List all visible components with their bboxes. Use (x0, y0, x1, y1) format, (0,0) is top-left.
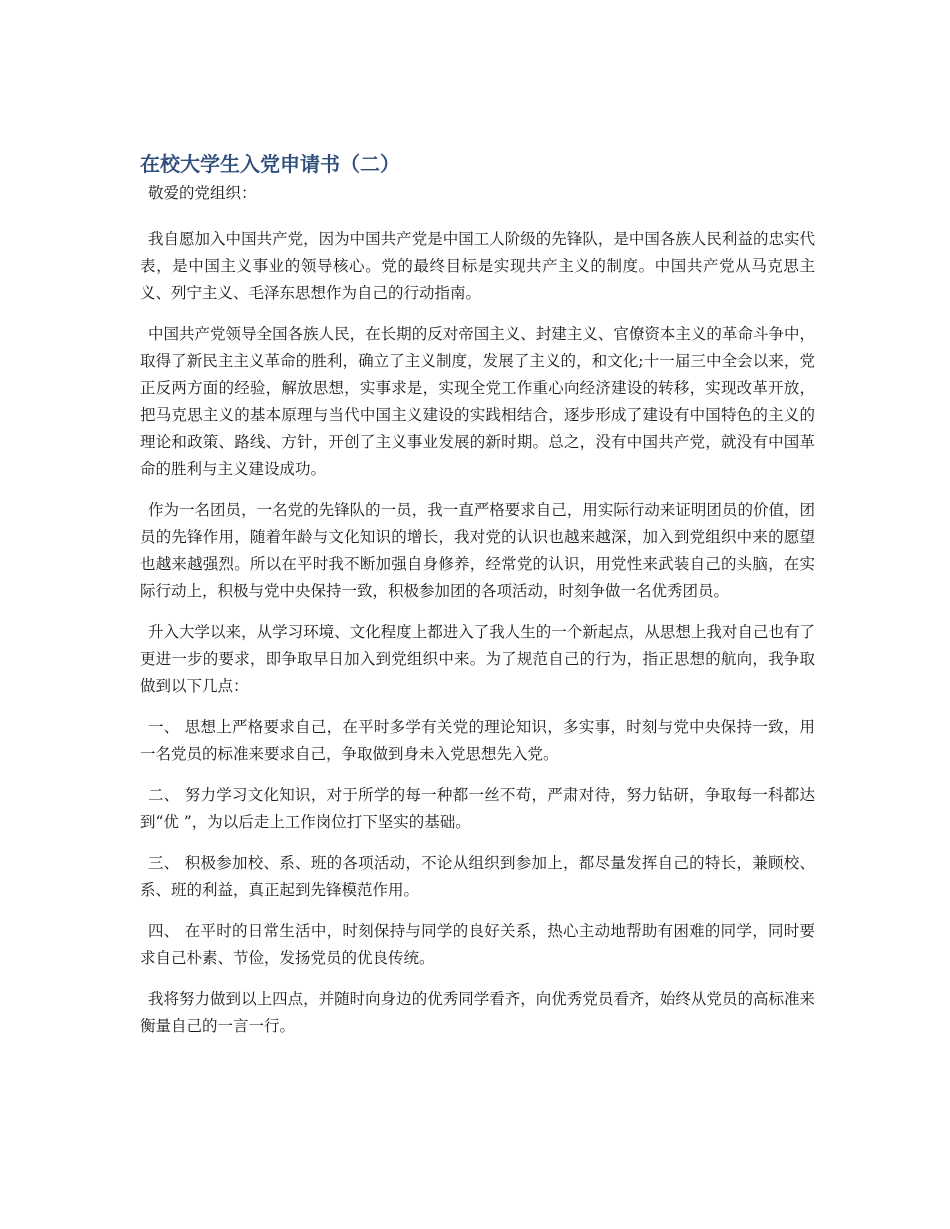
salutation: 敬爱的党组织： (148, 184, 257, 202)
document-title: 在校大学生入党申请书（二） (140, 152, 400, 176)
list-item-1: 一、 思想上严格要求自己，在平时多学有关党的理论知识，多实事，时刻与党中央保持一致，用一名党员的标准来要求自己，争取做到身未入党思想先入党。 (140, 718, 815, 763)
paragraph-2: 中国共产党领导全国各族人民，在长期的反对帝国主义、封建主义、官僚资本主义的革命斗争中，取得了新民主主义革命的胜利，确立了主义制度，发展了主义的，和文化;十一届三中全会以来，党正反两方面的经验，解放思想，实事求是，实现全党工作重心向经济建设的转移，实现改革开放，把马克思主义的基本原理与当代中国主义建设的实践相结合，逐步形成了建设有中国特色的主义的理论和政策、路线、方针，开创了主义事业发展的新时期。总之，没有中国共产党，就没有中国革命的胜利与主义建设成功。 (140, 325, 815, 478)
list-item-2: 二、 努力学习文化知识，对于所学的每一种都一丝不苟，严肃对待，努力钻研，争取每一科都达到“优 ”，为以后走上工作岗位打下坚实的基础。 (140, 786, 815, 831)
paragraph-3: 作为一名团员，一名党的先锋队的一员，我一直严格要求自己，用实际行动来证明团员的价值，团员的先锋作用，随着年龄与文化知识的增长，我对党的认识也越来越深，加入到党组织中来的愿望也越来越强烈。所以在平时我不断加强自身修养，经常党的认识，用党性来武装自己的头脑，在实际行动上，积极与党中央保持一致，积极参加团的各项活动，时刻争做一名优秀团员。 (140, 501, 815, 600)
list-item-4: 四、 在平时的日常生活中，时刻保持与同学的良好关系，热心主动地帮助有困难的同学，同时要求自己朴素、节俭，发扬党员的优良传统。 (140, 922, 815, 967)
closing-paragraph: 我将努力做到以上四点，并随时向身边的优秀同学看齐，向优秀党员看齐，始终从党员的高标准来衡量自己的一言一行。 (140, 990, 815, 1035)
paragraph-4: 升入大学以来，从学习环境、文化程度上都进入了我人生的一个新起点，从思想上我对自己也有了更进一步的要求，即争取早日加入到党组织中来。为了规范自己的行为，指正思想的航向，我争取做到以下几点： (140, 623, 815, 695)
list-item-3: 三、 积极参加校、系、班的各项活动，不论从组织到参加上，都尽量发挥自己的特长，兼顾校、系、班的利益，真正起到先锋模范作用。 (140, 854, 815, 899)
document-page (140, 148, 815, 1040)
paragraph-1: 我自愿加入中国共产党，因为中国共产党是中国工人阶级的先锋队，是中国各族人民利益的忠实代表，是中国主义事业的领导核心。党的最终目标是实现共产主义的制度。中国共产党从马克思主义、列宁主义、毛泽东思想作为自己的行动指南。 (140, 230, 815, 302)
